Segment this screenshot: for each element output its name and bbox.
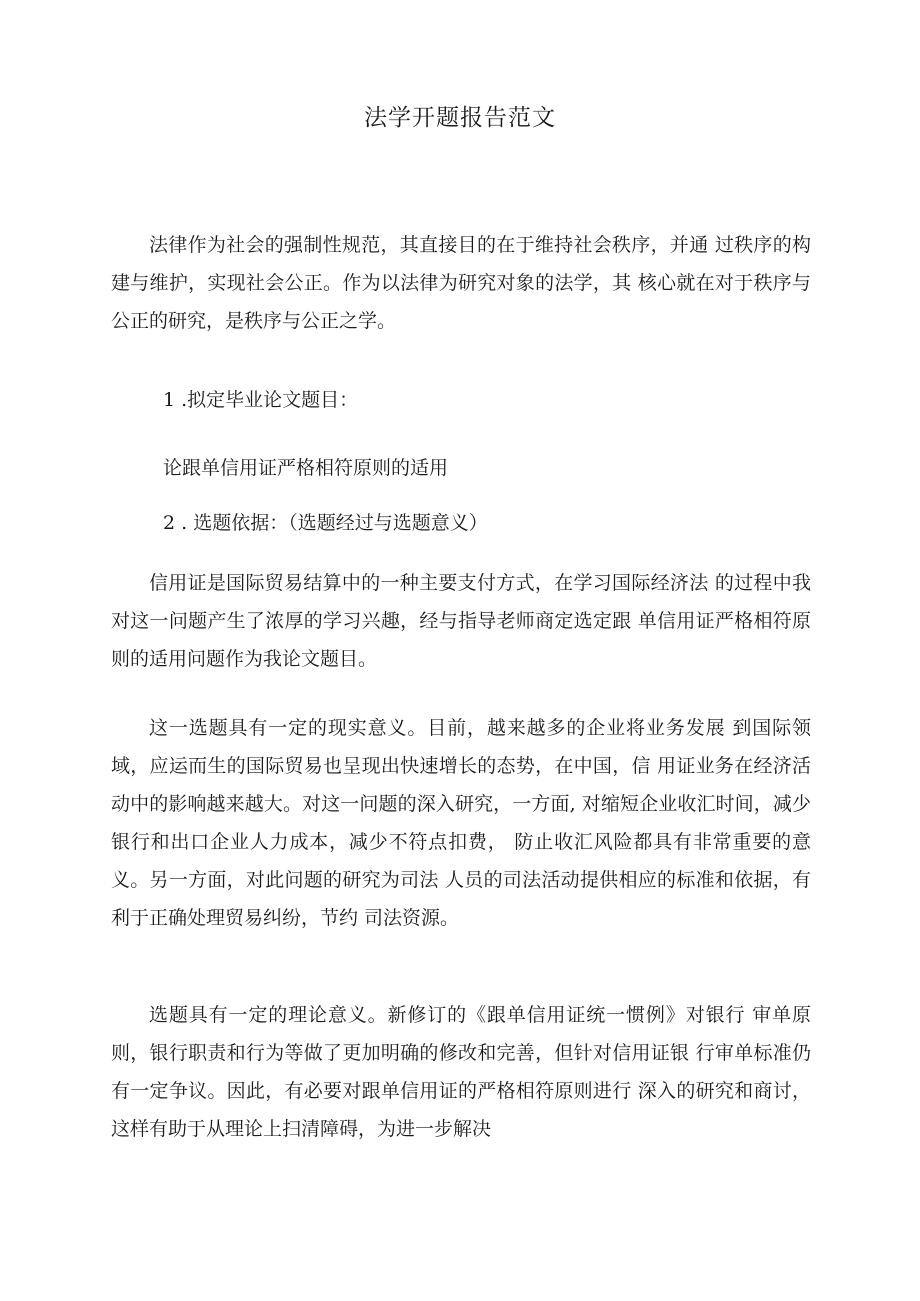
paragraph-basis: 信用证是国际贸易结算中的一种主要支付方式，在学习国际经济法 的过程中我对这一问题产生了浓厚的学习兴趣，经与指导老师商定选定跟 单信用证严格相符原则的适用问题作为我论文题目。 bbox=[111, 572, 811, 670]
paragraph-theoretical-significance: 选题具有一定的理论意义。新修订的《跟单信用证统一惯例》对银行 审单原则，银行职责和行为等做了更加明确的修改和完善，但针对信用证银 行审单标准仍有一定争议。因此，有必要对跟单信用证的严格相符原则进行 深入的研究和商讨，这样有助于从理论上扫清障碍，为进一步解决 bbox=[111, 1004, 811, 1140]
paragraph-intro: 法律作为社会的强制性规范，其直接目的在于维持社会秩序，并通 过秩序的构建与维护，实现社会公正。作为以法律为研究对象的法学，其 核心就在对于秩序与公正的研究，是秩序与公正之学。 bbox=[111, 234, 811, 332]
paragraph-practical-significance: 这一选题具有一定的现实意义。目前，越来越多的企业将业务发展 到国际领域，应运而生的国际贸易也呈现出快速增长的态势，在中国，信 用证业务在经济活动中的影响越来越大。对这一问题的深入研究，一方面, 对缩短企业收汇时间，减少银行和出口企业人力成本，减少不符点扣费， 防止收汇风险都具有非常重要的意义。另一方面，对此问题的研究为司法 人员的司法活动提供相应的标准和依据，有利于正确处理贸易纠纷，节约 司法资源。 bbox=[111, 717, 811, 929]
section-heading-1: 1 .拟定毕业论文题目： bbox=[163, 389, 359, 411]
thesis-title: 论跟单信用证严格相符原则的适用 bbox=[163, 457, 449, 479]
document-title: 法学开题报告范文 bbox=[364, 105, 556, 131]
section-heading-2: 2 . 选题依据：（选题经过与选题意义） bbox=[163, 512, 488, 534]
